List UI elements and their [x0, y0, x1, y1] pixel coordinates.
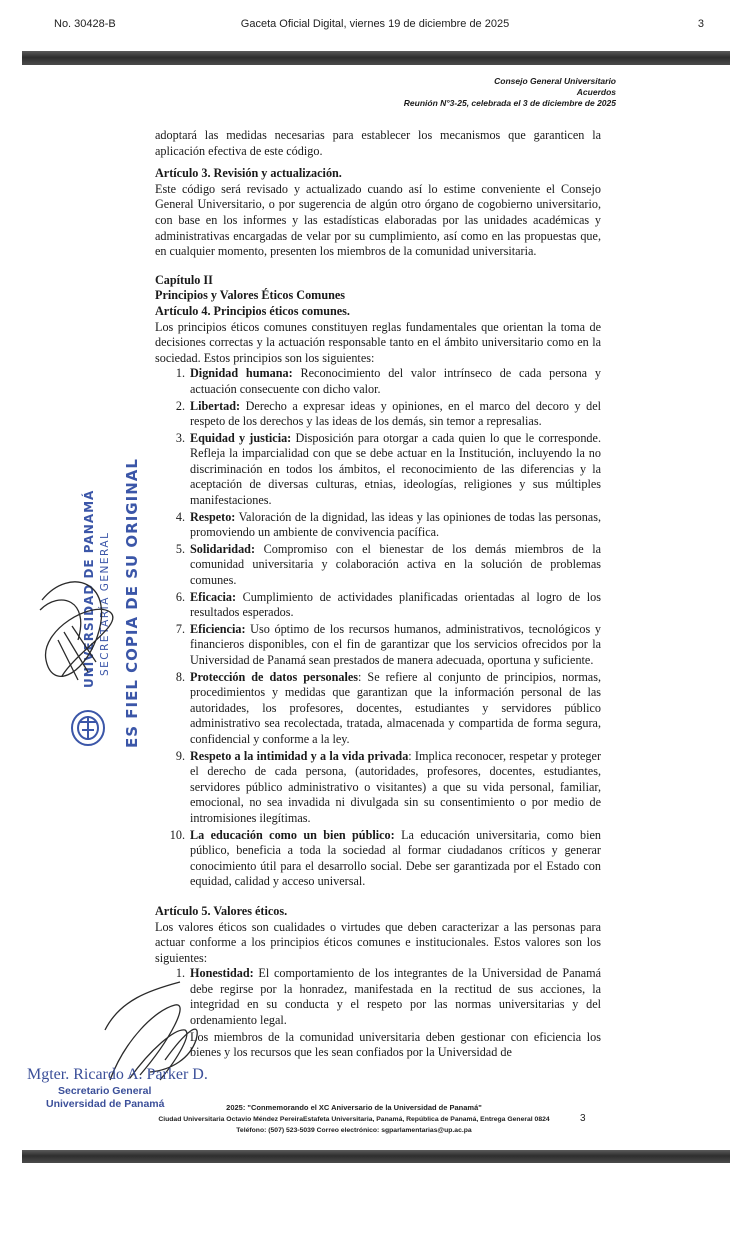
article-3-text: Este código será revisado y actualizado cuando así lo estime conveniente el Consejo General Universitario, o por sugerencia de algún otro órgano de cogobierno universitario, con base en los informes y las estadísticas elaboradas por las unidades académicas y administrativas encargadas de velar por su cumplimiento, así como en las propuestas que, en cualquier momento, presenten los miembros de la comunidad universitaria.	[155, 181, 601, 259]
chapter-number: Capítulo II	[155, 272, 213, 287]
list-item: 5. Solidaridad: Compromiso con el bienestar de los demás miembros de la comunidad universitaria y colaboración activa en la solución de problemas comunes.	[175, 541, 601, 588]
list-item: 3. Equidad y justicia: Disposición para otorgar a cada quien lo que le corresponde. Refleja la imparcialidad con que se debe actuar en la Institución, incluyendo la no discriminación en todos los ámbitos, el reconocimiento de las diferencias y la aceptación de diversas culturas, etnias, ideologías, religiones y sus múltiples manifestaciones.	[175, 430, 601, 508]
footer-address: Ciudad Universitaria Octavio Méndez PereiraEstafeta Universitaria, Panamá, República de Panamá, Entrega General 0824	[158, 1116, 550, 1123]
list-item: 8. Protección de datos personales: Se refiere al conjunto de principios, normas, procedimientos y medidas que garantizan que la información personal de las autoridades, los profesores, docentes, estudiantes y servidores público administrativo sea recolectada, tratada, almacenada y compartida de forma segura, confidencial y conforme a la ley.	[175, 669, 601, 746]
list-item: 1. Honestidad: El comportamiento de los integrantes de la Universidad de Panamá debe regirse por la honradez, manifestada en la rectitud de sus acciones, la integridad en su conducta y el respeto por las normas universitarias y del ordenamiento legal.	[175, 966, 601, 1028]
stamp-university-text: UNIVERSIDAD DE PANAMÁ	[82, 489, 96, 688]
list-item: 1. Dignidad humana: Reconocimiento del valor intrínseco de cada persona y actuación consecuente con dicho valor.	[175, 366, 602, 396]
values-continuation: Los miembros de la comunidad universitaria deben gestionar con eficiencia los bienes y los recursos que les sean confiados por la Universidad de	[190, 1029, 601, 1060]
list-item: 7. Eficiencia: Uso óptimo de los recursos humanos, administrativos, tecnológicos y financieros disponibles, con el fin de garantizar que los servicios ofrecidos por la Universidad de Panamá sean prestados de manera adecuada, oportuna y suficiente.	[175, 621, 601, 667]
article-5-text: Los valores éticos son cualidades o virtudes que deben caracterizar a las personas para actuar conforme a los principios éticos comunes e institucionales. Estos valores son los siguientes:	[155, 919, 601, 965]
gazette-number: No. 30428-B	[54, 18, 116, 30]
list-item: 6. Eficacia: Cumplimiento de actividades planificadas orientadas al logro de los resultados esperados.	[175, 589, 601, 620]
list-item: 2. Libertad: Derecho a expresar ideas y opiniones, en el marco del decoro y del respeto de los derechos y las ideas de los demás, sin temor a represalias.	[175, 398, 601, 429]
footer-page-number: 3	[580, 1113, 586, 1124]
meeting-info: Reunión N°3-25, celebrada el 3 de diciembre de 2025	[403, 98, 616, 108]
council-section: Acuerdos	[576, 87, 616, 97]
chapter-title: Principios y Valores Éticos Comunes	[155, 288, 346, 303]
stamp-secretary-text: SECRETARÍA GENERAL	[99, 531, 111, 676]
footer-contact: Teléfono: (507) 523-5039 Correo electrónico: sgparlamentarias@up.ac.pa	[236, 1127, 472, 1134]
certified-copy-stamp: ES FIEL COPIA DE SU ORIGINAL	[123, 458, 141, 748]
bottom-divider-bar	[22, 1150, 730, 1163]
article-4-text: Los principios éticos comunes constituyen reglas fundamentales que orientan la toma de decisiones correctas y la actuación responsable tanto en el ámbito universitario como en la sociedad. Estos principios son los siguientes:	[155, 319, 601, 365]
article-3-title: Artículo 3. Revisión y actualización.	[155, 166, 342, 181]
article-5-title: Artículo 5. Valores éticos.	[155, 903, 288, 918]
intro-paragraph: adoptará las medidas necesarias para establecer los mecanismos que garanticen la aplicación efectiva de este código.	[155, 128, 601, 158]
list-item: 9. Respeto a la intimidad y a la vida privada: Implica reconocer, respetar y proteger el derecho de cada persona, (autoridades, profesores, docentes, estudiantes, servidores público administrativo o visitantes) a que su vida personal, familiar, emocional, no sea invadida ni divulgada sin su consentimiento o por medio de intromisiones ilegítimas.	[175, 748, 601, 825]
list-item: 4. Respeto: Valoración de la dignidad, las ideas y las opiniones de todas las personas, promoviendo un ambiente de convivencia pacífica.	[175, 509, 601, 540]
signatory-title: Secretario General	[58, 1085, 152, 1097]
gazette-page-number: 3	[697, 18, 704, 30]
council-name: Consejo General Universitario	[494, 76, 616, 86]
article-4-title: Artículo 4. Principios éticos comunes.	[155, 303, 350, 318]
footer-motto: 2025: "Conmemorando el XC Aniversario de la Universidad de Panamá"	[226, 1103, 482, 1112]
gazette-title: Gaceta Oficial Digital, viernes 19 de diciembre de 2025	[240, 18, 510, 30]
signatory-institution: Universidad de Panamá	[46, 1098, 165, 1110]
signatory-name: Mgter. Ricardo A. Parker D.	[27, 1066, 208, 1083]
signature-scribble-icon	[40, 582, 113, 680]
stamp-seal-icon	[72, 711, 104, 745]
list-item: 10. La educación como un bien público: La educación universitaria, como bien público, beneficia a toda la sociedad al formar ciudadanos críticos y generar conocimiento útil para el desarrollo social. Debe ser garantizada por el Estado con equidad, calidad y acceso universal.	[169, 827, 601, 889]
